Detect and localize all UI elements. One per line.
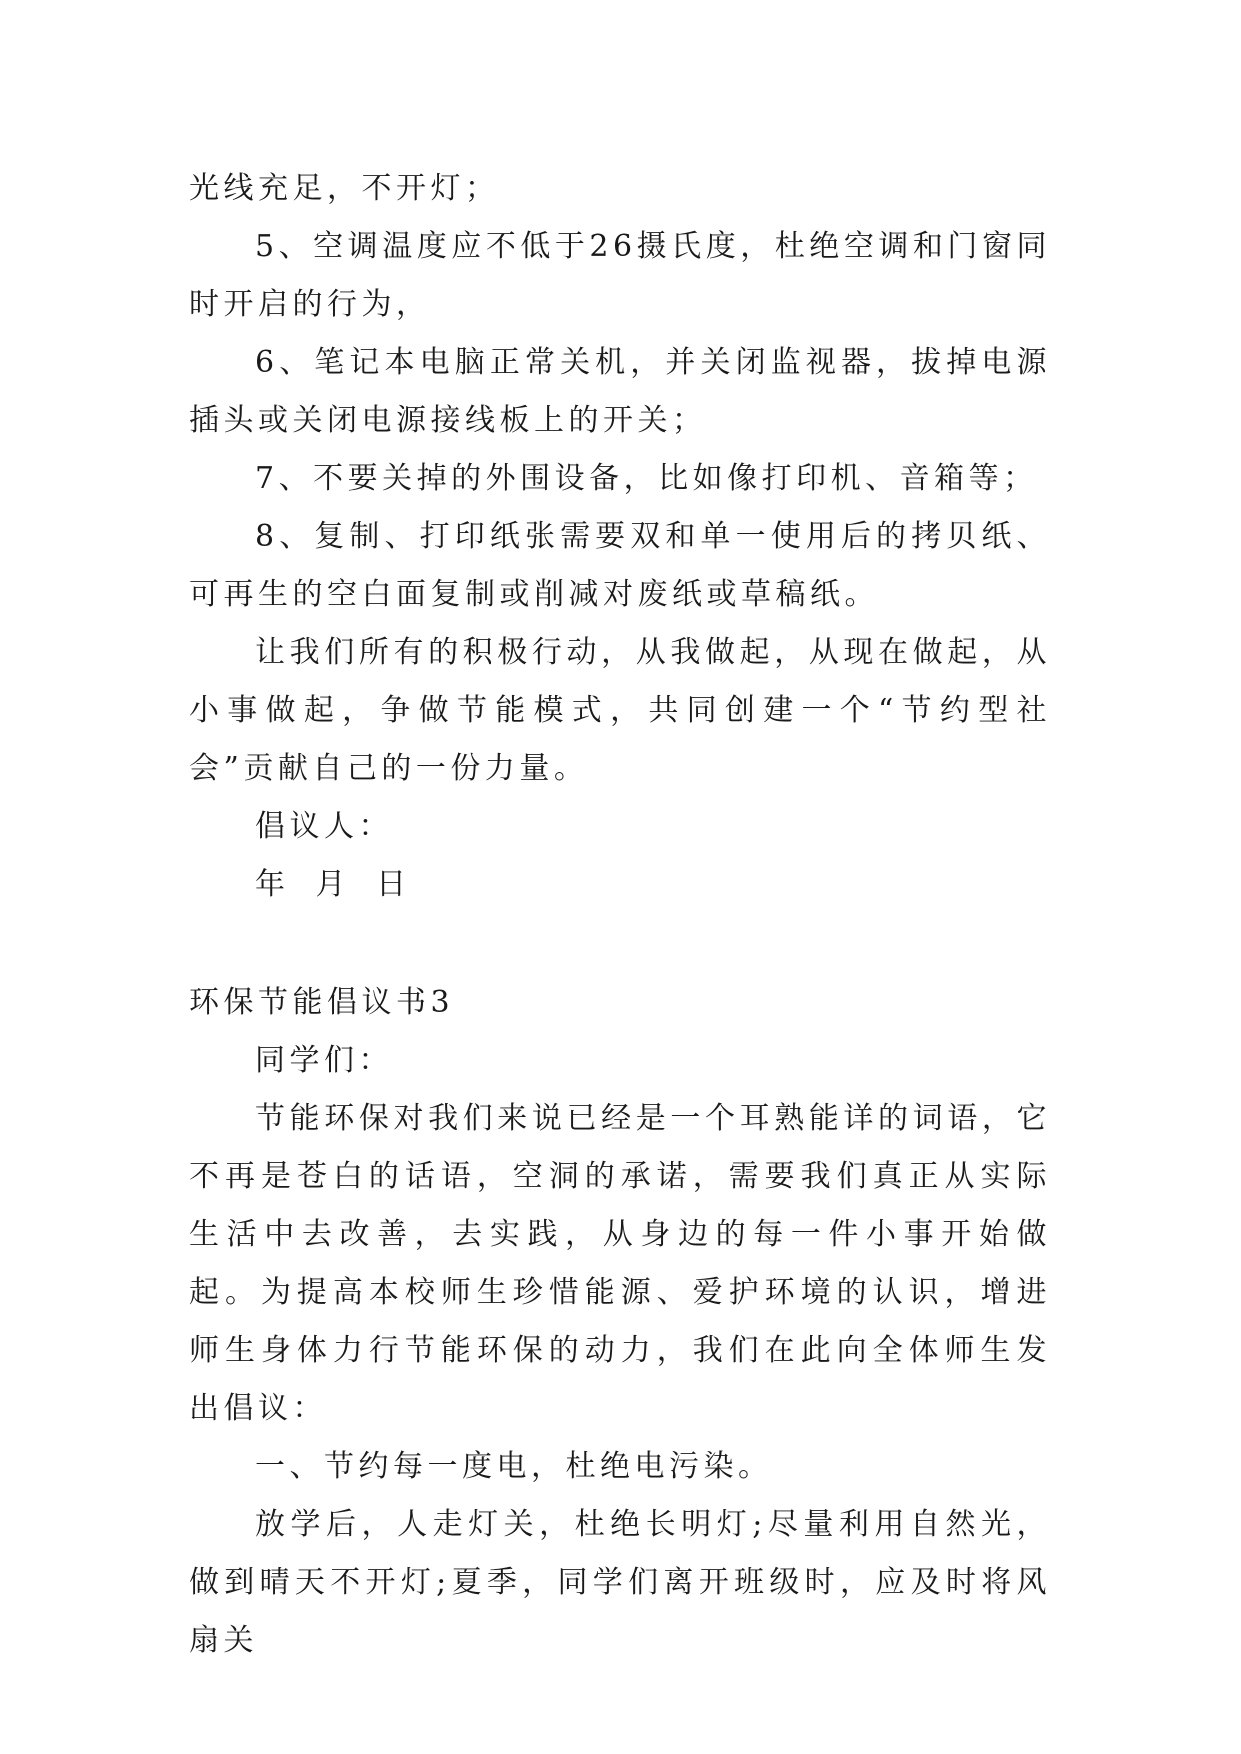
paragraph-continuation: 光线充足，不开灯；: [189, 171, 500, 206]
document-page: [189, 160, 1051, 1670]
section-gap: [189, 914, 1051, 974]
intro-paragraph: 节能环保对我们来说已经是一个耳熟能详的词语，它不再是苍白的话语，空洞的承诺，需要我们真正从实际生活中去改善，去实践，从身边的每一件小事开始做起。为提高本校师生珍惜能源、爱护环境的认识，增进师生身体力行节能环保的动力，我们在此向全体师生发出倡议：: [189, 1101, 1051, 1426]
list-item-8: 8、复制、打印纸张需要双和单一使用后的拷贝纸、可再生的空白面复制或削减对废纸或草稿纸。: [189, 519, 1051, 612]
list-item-6: 6、笔记本电脑正常关机，并关闭监视器，拔掉电源插头或关闭电源接线板上的开关；: [189, 345, 1051, 438]
section-title: 环保节能倡议书3: [189, 985, 455, 1020]
greeting: 同学们：: [255, 1043, 393, 1078]
list-item-7: 7、不要关掉的外围设备，比如像打印机、音箱等；: [255, 461, 1038, 496]
point-body-1: 放学后，人走灯关，杜绝长明灯;尽量利用自然光，做到晴天不开灯;夏季，同学们离开班级时，应及时将风扇关: [189, 1507, 1051, 1658]
signer-label: 倡议人：: [255, 809, 393, 844]
list-item-5: 5、空调温度应不低于26摄氏度，杜绝空调和门窗同时开启的行为，: [189, 229, 1051, 322]
closing-paragraph: 让我们所有的积极行动，从我做起，从现在做起，从小事做起，争做节能模式，共同创建一个“节约型社会”贡献自己的一份力量。: [189, 635, 1051, 786]
date-line: 年 月 日: [255, 867, 411, 902]
point-heading-1: 一、节约每一度电，杜绝电污染。: [255, 1449, 773, 1484]
